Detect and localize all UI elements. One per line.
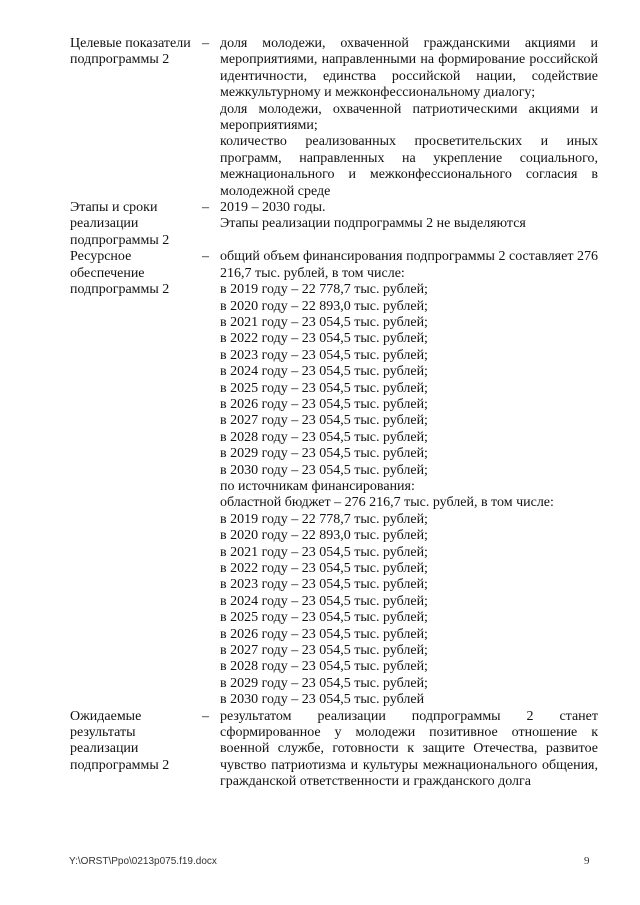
- value-line: 2019 – 2030 годы.: [220, 200, 326, 216]
- row-value: [220, 709, 598, 791]
- value-paragraph: доля молодежи, охваченной патриотическими акциями и мероприятиями;: [220, 101, 598, 134]
- value-line: в 2021 году – 23 054,5 тыс. рублей;: [220, 544, 428, 560]
- row-dash: –: [202, 708, 209, 724]
- footer-file-path: Y:\ORST\Ppo\0213p075.f19.docx: [69, 856, 217, 867]
- row-dash: –: [202, 36, 209, 51]
- row-value: [220, 249, 598, 708]
- value-line: в 2024 году – 23 054,5 тыс. рублей;: [220, 364, 428, 380]
- row-value: [220, 36, 598, 200]
- row-label: Этапы и сроки реализации подпрограммы 2: [70, 200, 170, 248]
- value-paragraph: количество реализованных просветительских и иных программ, направленных на укрепление социального, межнационального и межконфессионального согласия в молодежной среде: [220, 134, 598, 199]
- value-line: в 2030 году – 23 054,5 тыс. рублей;: [220, 462, 428, 478]
- value-line: в 2029 году – 23 054,5 тыс. рублей;: [220, 446, 428, 462]
- value-line: в 2023 году – 23 054,5 тыс. рублей;: [220, 347, 428, 363]
- value-line: областной бюджет – 276 216,7 тыс. рублей, в том числе:: [220, 495, 554, 511]
- value-line: в 2019 году – 22 778,7 тыс. рублей;: [220, 511, 428, 527]
- row-expected-results: [70, 709, 598, 791]
- value-line: в 2029 году – 23 054,5 тыс. рублей;: [220, 675, 428, 691]
- value-line: в 2028 году – 23 054,5 тыс. рублей;: [220, 429, 428, 445]
- row-resource-provision: [70, 249, 598, 708]
- value-line: в 2025 году – 23 054,5 тыс. рублей;: [220, 610, 428, 626]
- page-number: 9: [584, 855, 590, 867]
- row-value: [220, 200, 598, 233]
- value-line: в 2021 году – 23 054,5 тыс. рублей;: [220, 314, 428, 330]
- value-line: в 2020 году – 22 893,0 тыс. рублей;: [220, 298, 428, 314]
- row-stages-and-terms: [70, 200, 598, 249]
- value-line: в 2027 году – 23 054,5 тыс. рублей;: [220, 643, 428, 659]
- value-line: в 2023 году – 23 054,5 тыс. рублей;: [220, 577, 428, 593]
- value-line: Этапы реализации подпрограммы 2 не выделяются: [220, 216, 526, 232]
- value-line: в 2022 году – 23 054,5 тыс. рублей;: [220, 561, 428, 576]
- value-line: в 2020 году – 22 893,0 тыс. рублей;: [220, 528, 428, 544]
- value-line: в 2025 году – 23 054,5 тыс. рублей;: [220, 380, 428, 396]
- financing-intro: общий объем финансирования подпрограммы 2 составляет 276 216,7 тыс. рублей, в том числе:: [220, 249, 598, 281]
- value-line: в 2027 году – 23 054,5 тыс. рублей;: [220, 413, 428, 429]
- row-label: Ресурсное обеспечение подпрограммы 2: [70, 249, 170, 298]
- value-line: в 2028 году – 23 054,5 тыс. рублей;: [220, 659, 428, 675]
- value-line: по источникам финансирования:: [220, 478, 415, 494]
- row-target-indicators: [70, 36, 598, 200]
- subprogram-passport: [70, 36, 598, 791]
- value-paragraph: результатом реализации подпрограммы 2 станет сформированное у молодежи позитивное отношение к военной службе, готовности к защите Отечества, развитое чувство патриотизма и культуры межнационального общения, гражданской ответственности и гражданского долга: [220, 708, 598, 790]
- value-line: в 2022 году – 23 054,5 тыс. рублей;: [220, 331, 428, 347]
- row-label: Целевые показатели подпрограммы 2: [70, 36, 191, 68]
- row-dash: –: [202, 200, 209, 216]
- row-dash: –: [202, 249, 209, 265]
- value-line: в 2026 году – 23 054,5 тыс. рублей;: [220, 626, 428, 642]
- value-line: в 2024 году – 23 054,5 тыс. рублей;: [220, 593, 428, 609]
- value-line: в 2026 году – 23 054,5 тыс. рублей;: [220, 396, 428, 412]
- value-line: в 2019 году – 22 778,7 тыс. рублей;: [220, 282, 428, 298]
- row-label: Ожидаемые результаты реализации подпрограммы 2: [70, 708, 170, 773]
- value-line: в 2030 году – 23 054,5 тыс. рублей: [220, 692, 425, 708]
- value-paragraph: доля молодежи, охваченной гражданскими акциями и мероприятиями, направленными на формирование российской идентичности, единства российской нации, содействие межкультурному и межконфессиональному диалогу;: [220, 36, 598, 101]
